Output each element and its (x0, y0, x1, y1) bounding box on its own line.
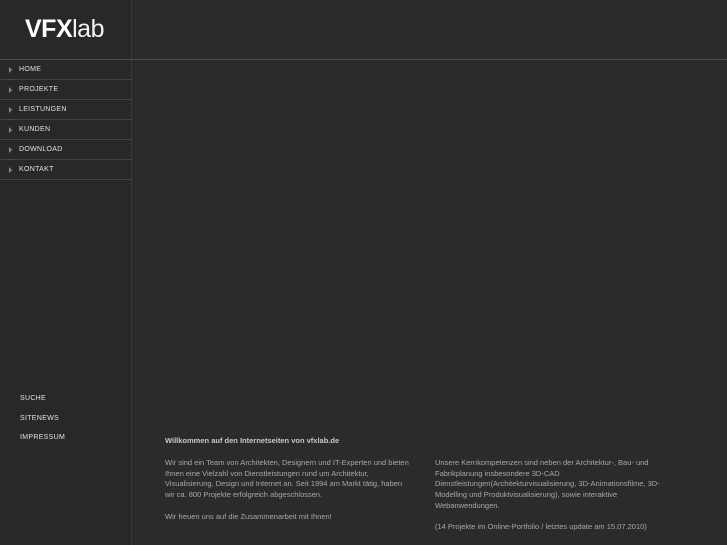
nav-item-kontakt[interactable] (0, 160, 131, 180)
arrow-right-icon (9, 87, 12, 93)
search-link[interactable]: SUCHE (20, 395, 47, 402)
logo-light-text: lab (72, 15, 104, 43)
nav-item-leistungen[interactable] (0, 100, 131, 120)
arrow-right-icon (9, 107, 12, 113)
portfolio-status: (14 Projekte im Online-Portfolio / letztes update am 15.07.2010) (435, 522, 647, 532)
arrow-right-icon (9, 167, 12, 173)
content-column-right (435, 458, 680, 544)
nav-item-label: HOME (19, 66, 42, 73)
nav-item-download[interactable] (0, 140, 131, 160)
nav-item-label: KUNDEN (19, 126, 51, 133)
closing-paragraph: Wir freuen uns auf die Zusammenarbeit mit Ihnen! (165, 511, 332, 521)
competencies-paragraph: Unsere Kernkompetenzen sind neben der Architektur-, Bau- und Fabrikplanung insbesondere 3D-CAD Dienstleistungen(Architekturvisualisierung, 3D-Animationsfilme, 3D-Modelling und Produktvisualisierung), sowie interaktive Webanwendungen. (435, 458, 660, 510)
nav-item-label: KONTAKT (19, 166, 54, 173)
intro-paragraph: Wir sind ein Team von Architekten, Designern und IT-Experten und bieten Ihnen eine Vielzahl von Dienstleistungen rund um Architektur, Visualisierung, Design und Internet an. Seit 1994 am Markt tätig, haben wir ca. 800 Projekte erfolgreich abgeschlossen. (165, 458, 409, 500)
sitenews-link[interactable]: SITENEWS (20, 414, 59, 422)
nav-item-label: DOWNLOAD (19, 146, 63, 153)
welcome-heading: Willkommen auf den Internetseiten von vfxlab.de (165, 436, 340, 445)
arrow-right-icon (9, 147, 12, 153)
nav-item-label: LEISTUNGEN (19, 106, 67, 113)
nav-item-home[interactable] (0, 60, 131, 80)
logo[interactable] (25, 15, 104, 44)
main-navigation (0, 60, 131, 180)
logo-bold-text: VFX (25, 15, 73, 43)
nav-item-projekte[interactable] (0, 80, 131, 100)
footer-links (20, 395, 65, 454)
sidebar (0, 0, 132, 545)
nav-item-kunden[interactable] (0, 120, 131, 140)
impressum-link[interactable]: IMPRESSUM (20, 434, 66, 441)
arrow-right-icon (9, 127, 12, 133)
content-column-left (165, 458, 410, 533)
nav-item-label: PROJEKTE (19, 86, 59, 93)
arrow-right-icon (9, 67, 12, 73)
header-divider (0, 59, 727, 60)
